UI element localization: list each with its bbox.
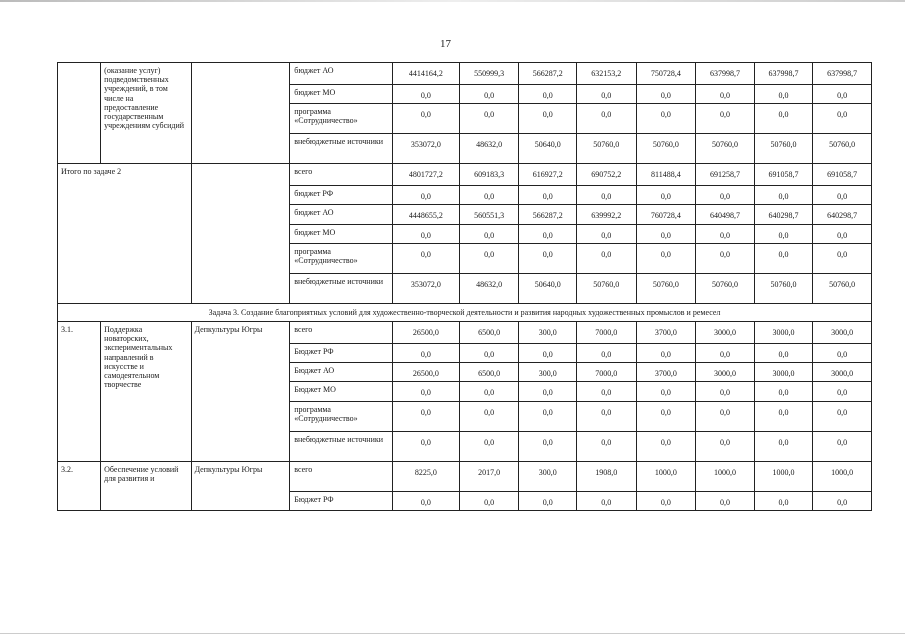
value-cell: 0,0 xyxy=(393,343,460,362)
value-cell: 0,0 xyxy=(696,104,755,134)
value-cell: 0,0 xyxy=(696,243,755,273)
funding-source-cell: Бюджет РФ xyxy=(290,491,393,510)
value-cell: 0,0 xyxy=(754,85,813,104)
value-cell: 0,0 xyxy=(636,243,696,273)
value-cell: 1000,0 xyxy=(696,461,755,491)
value-cell: 0,0 xyxy=(459,491,519,510)
value-cell: 632153,2 xyxy=(576,63,636,85)
value-cell: 0,0 xyxy=(754,431,813,461)
value-cell: 2017,0 xyxy=(459,461,519,491)
value-cell: 0,0 xyxy=(459,382,519,401)
task-heading: Задача 3. Создание благоприятных условий для художественно-творческой деятельности и развития народных художественных промыслов и ремесел xyxy=(58,303,872,321)
value-cell: 3000,0 xyxy=(754,363,813,382)
value-cell: 50760,0 xyxy=(696,134,755,164)
value-cell: 353072,0 xyxy=(393,273,460,303)
value-cell: 0,0 xyxy=(636,431,696,461)
value-cell: 0,0 xyxy=(696,431,755,461)
value-cell: 0,0 xyxy=(576,186,636,205)
value-cell: 750728,4 xyxy=(636,63,696,85)
value-cell: 0,0 xyxy=(459,85,519,104)
value-cell: 6500,0 xyxy=(459,363,519,382)
value-cell: 300,0 xyxy=(519,321,577,343)
value-cell: 0,0 xyxy=(519,85,577,104)
value-cell: 300,0 xyxy=(519,461,577,491)
value-cell: 0,0 xyxy=(393,85,460,104)
value-cell: 48632,0 xyxy=(459,273,519,303)
value-cell: 0,0 xyxy=(519,104,577,134)
task-heading-row xyxy=(58,303,872,321)
value-cell: 0,0 xyxy=(519,431,577,461)
value-cell: 3700,0 xyxy=(636,363,696,382)
value-cell: 0,0 xyxy=(519,224,577,243)
value-cell: 560551,3 xyxy=(459,205,519,224)
value-cell: 0,0 xyxy=(754,186,813,205)
value-cell: 566287,2 xyxy=(519,205,577,224)
value-cell: 0,0 xyxy=(519,382,577,401)
value-cell: 0,0 xyxy=(576,243,636,273)
value-cell: 640298,7 xyxy=(754,205,813,224)
value-cell: 4414164,2 xyxy=(393,63,460,85)
value-cell: 637998,7 xyxy=(696,63,755,85)
value-cell: 0,0 xyxy=(754,224,813,243)
value-cell: 0,0 xyxy=(459,431,519,461)
value-cell: 0,0 xyxy=(393,491,460,510)
value-cell: 0,0 xyxy=(754,491,813,510)
value-cell: 50760,0 xyxy=(636,134,696,164)
item-number-cell xyxy=(58,63,101,164)
value-cell: 1908,0 xyxy=(576,461,636,491)
funding-source-cell: бюджет АО xyxy=(290,205,393,224)
value-cell: 50760,0 xyxy=(696,273,755,303)
value-cell: 690752,2 xyxy=(576,164,636,186)
value-cell: 0,0 xyxy=(459,104,519,134)
value-cell: 0,0 xyxy=(813,382,872,401)
value-cell: 0,0 xyxy=(576,382,636,401)
funding-source-cell: Бюджет АО xyxy=(290,363,393,382)
funding-source-cell: внебюджетные источники xyxy=(290,273,393,303)
value-cell: 0,0 xyxy=(813,186,872,205)
funding-source-cell: бюджет АО xyxy=(290,63,393,85)
value-cell: 0,0 xyxy=(393,104,460,134)
value-cell: 0,0 xyxy=(636,382,696,401)
value-cell: 0,0 xyxy=(393,382,460,401)
value-cell: 616927,2 xyxy=(519,164,577,186)
table-row xyxy=(58,461,872,491)
funding-source-cell: внебюджетные источники xyxy=(290,431,393,461)
scan-artifact-bottom xyxy=(0,633,905,634)
funding-source-cell: внебюджетные источники xyxy=(290,134,393,164)
funding-source-cell: бюджет РФ xyxy=(290,186,393,205)
value-cell: 0,0 xyxy=(576,491,636,510)
value-cell: 0,0 xyxy=(696,401,755,431)
value-cell: 50760,0 xyxy=(636,273,696,303)
value-cell: 639992,2 xyxy=(576,205,636,224)
funding-source-cell: бюджет МО xyxy=(290,85,393,104)
value-cell: 50760,0 xyxy=(813,273,872,303)
value-cell: 50760,0 xyxy=(813,134,872,164)
value-cell: 0,0 xyxy=(636,224,696,243)
value-cell: 0,0 xyxy=(519,186,577,205)
value-cell: 6500,0 xyxy=(459,321,519,343)
value-cell: 0,0 xyxy=(576,431,636,461)
value-cell: 3000,0 xyxy=(754,321,813,343)
value-cell: 0,0 xyxy=(813,431,872,461)
value-cell: 566287,2 xyxy=(519,63,577,85)
value-cell: 0,0 xyxy=(576,401,636,431)
value-cell: 760728,4 xyxy=(636,205,696,224)
value-cell: 0,0 xyxy=(576,104,636,134)
total-label-cell: Итого по задаче 2 xyxy=(58,164,192,304)
value-cell: 0,0 xyxy=(459,343,519,362)
value-cell: 0,0 xyxy=(636,491,696,510)
value-cell: 0,0 xyxy=(754,382,813,401)
value-cell: 0,0 xyxy=(519,343,577,362)
budget-table xyxy=(57,62,872,511)
value-cell: 811488,4 xyxy=(636,164,696,186)
value-cell: 0,0 xyxy=(754,243,813,273)
value-cell: 0,0 xyxy=(813,491,872,510)
value-cell: 3000,0 xyxy=(813,321,872,343)
value-cell: 3700,0 xyxy=(636,321,696,343)
item-name-cell: Обеспечение условий для развития и xyxy=(101,461,191,510)
value-cell: 0,0 xyxy=(459,243,519,273)
funding-source-cell: Бюджет РФ xyxy=(290,343,393,362)
funding-source-cell: программа «Сотрудничество» xyxy=(290,243,393,273)
value-cell: 0,0 xyxy=(393,224,460,243)
value-cell: 353072,0 xyxy=(393,134,460,164)
value-cell: 50760,0 xyxy=(754,134,813,164)
value-cell: 0,0 xyxy=(636,186,696,205)
value-cell: 550999,3 xyxy=(459,63,519,85)
value-cell: 50640,0 xyxy=(519,273,577,303)
value-cell: 4448655,2 xyxy=(393,205,460,224)
value-cell: 4801727,2 xyxy=(393,164,460,186)
value-cell: 3000,0 xyxy=(696,321,755,343)
page-number: 17 xyxy=(440,38,451,50)
value-cell: 640298,7 xyxy=(813,205,872,224)
value-cell: 0,0 xyxy=(696,224,755,243)
value-cell: 637998,7 xyxy=(813,63,872,85)
value-cell: 0,0 xyxy=(519,491,577,510)
funding-source-cell: всего xyxy=(290,461,393,491)
value-cell: 300,0 xyxy=(519,363,577,382)
value-cell: 50640,0 xyxy=(519,134,577,164)
value-cell: 7000,0 xyxy=(576,363,636,382)
executor-cell xyxy=(191,164,290,304)
item-name-cell: Поддержка новаторских, экспериментальных направлений в искусстве и самодеятельном творчестве xyxy=(101,321,191,461)
value-cell: 7000,0 xyxy=(576,321,636,343)
value-cell: 1000,0 xyxy=(754,461,813,491)
value-cell: 0,0 xyxy=(393,186,460,205)
value-cell: 0,0 xyxy=(696,382,755,401)
funding-source-cell: всего xyxy=(290,164,393,186)
value-cell: 0,0 xyxy=(393,243,460,273)
value-cell: 0,0 xyxy=(519,243,577,273)
item-number-cell: 3.1. xyxy=(58,321,101,461)
value-cell: 640498,7 xyxy=(696,205,755,224)
value-cell: 0,0 xyxy=(813,401,872,431)
value-cell: 0,0 xyxy=(813,104,872,134)
value-cell: 0,0 xyxy=(459,224,519,243)
value-cell: 0,0 xyxy=(459,401,519,431)
table-row xyxy=(58,321,872,343)
value-cell: 0,0 xyxy=(696,186,755,205)
value-cell: 48632,0 xyxy=(459,134,519,164)
value-cell: 0,0 xyxy=(754,104,813,134)
value-cell: 0,0 xyxy=(754,343,813,362)
value-cell: 691258,7 xyxy=(696,164,755,186)
executor-cell: Депкультуры Югры xyxy=(191,461,290,510)
item-number-cell: 3.2. xyxy=(58,461,101,510)
value-cell: 0,0 xyxy=(696,491,755,510)
value-cell: 637998,7 xyxy=(754,63,813,85)
item-name-cell: (оказание услуг) подведомственных учреждений, в том числе на предоставление государственным учреждениям субсидий xyxy=(101,63,191,164)
funding-source-cell: программа «Сотрудничество» xyxy=(290,104,393,134)
value-cell: 3000,0 xyxy=(696,363,755,382)
value-cell: 0,0 xyxy=(576,343,636,362)
value-cell: 3000,0 xyxy=(813,363,872,382)
executor-cell xyxy=(191,63,290,164)
value-cell: 0,0 xyxy=(636,85,696,104)
value-cell: 0,0 xyxy=(754,401,813,431)
value-cell: 0,0 xyxy=(813,85,872,104)
funding-source-cell: Бюджет МО xyxy=(290,382,393,401)
value-cell: 0,0 xyxy=(393,401,460,431)
value-cell: 1000,0 xyxy=(636,461,696,491)
value-cell: 0,0 xyxy=(696,85,755,104)
value-cell: 0,0 xyxy=(636,343,696,362)
value-cell: 26500,0 xyxy=(393,363,460,382)
value-cell: 0,0 xyxy=(519,401,577,431)
value-cell: 50760,0 xyxy=(576,134,636,164)
value-cell: 0,0 xyxy=(813,224,872,243)
value-cell: 0,0 xyxy=(636,401,696,431)
value-cell: 691058,7 xyxy=(813,164,872,186)
value-cell: 26500,0 xyxy=(393,321,460,343)
value-cell: 1000,0 xyxy=(813,461,872,491)
value-cell: 0,0 xyxy=(459,186,519,205)
value-cell: 8225,0 xyxy=(393,461,460,491)
funding-source-cell: бюджет МО xyxy=(290,224,393,243)
funding-source-cell: всего xyxy=(290,321,393,343)
value-cell: 0,0 xyxy=(393,431,460,461)
table-row xyxy=(58,164,872,186)
scan-artifact-top xyxy=(0,0,905,2)
value-cell: 0,0 xyxy=(576,224,636,243)
table-row xyxy=(58,63,872,85)
funding-source-cell: программа «Сотрудничество» xyxy=(290,401,393,431)
value-cell: 0,0 xyxy=(636,104,696,134)
value-cell: 0,0 xyxy=(813,343,872,362)
value-cell: 691058,7 xyxy=(754,164,813,186)
value-cell: 0,0 xyxy=(696,343,755,362)
executor-cell: Депкультуры Югры xyxy=(191,321,290,461)
value-cell: 50760,0 xyxy=(576,273,636,303)
value-cell: 609183,3 xyxy=(459,164,519,186)
value-cell: 0,0 xyxy=(813,243,872,273)
value-cell: 0,0 xyxy=(576,85,636,104)
value-cell: 50760,0 xyxy=(754,273,813,303)
